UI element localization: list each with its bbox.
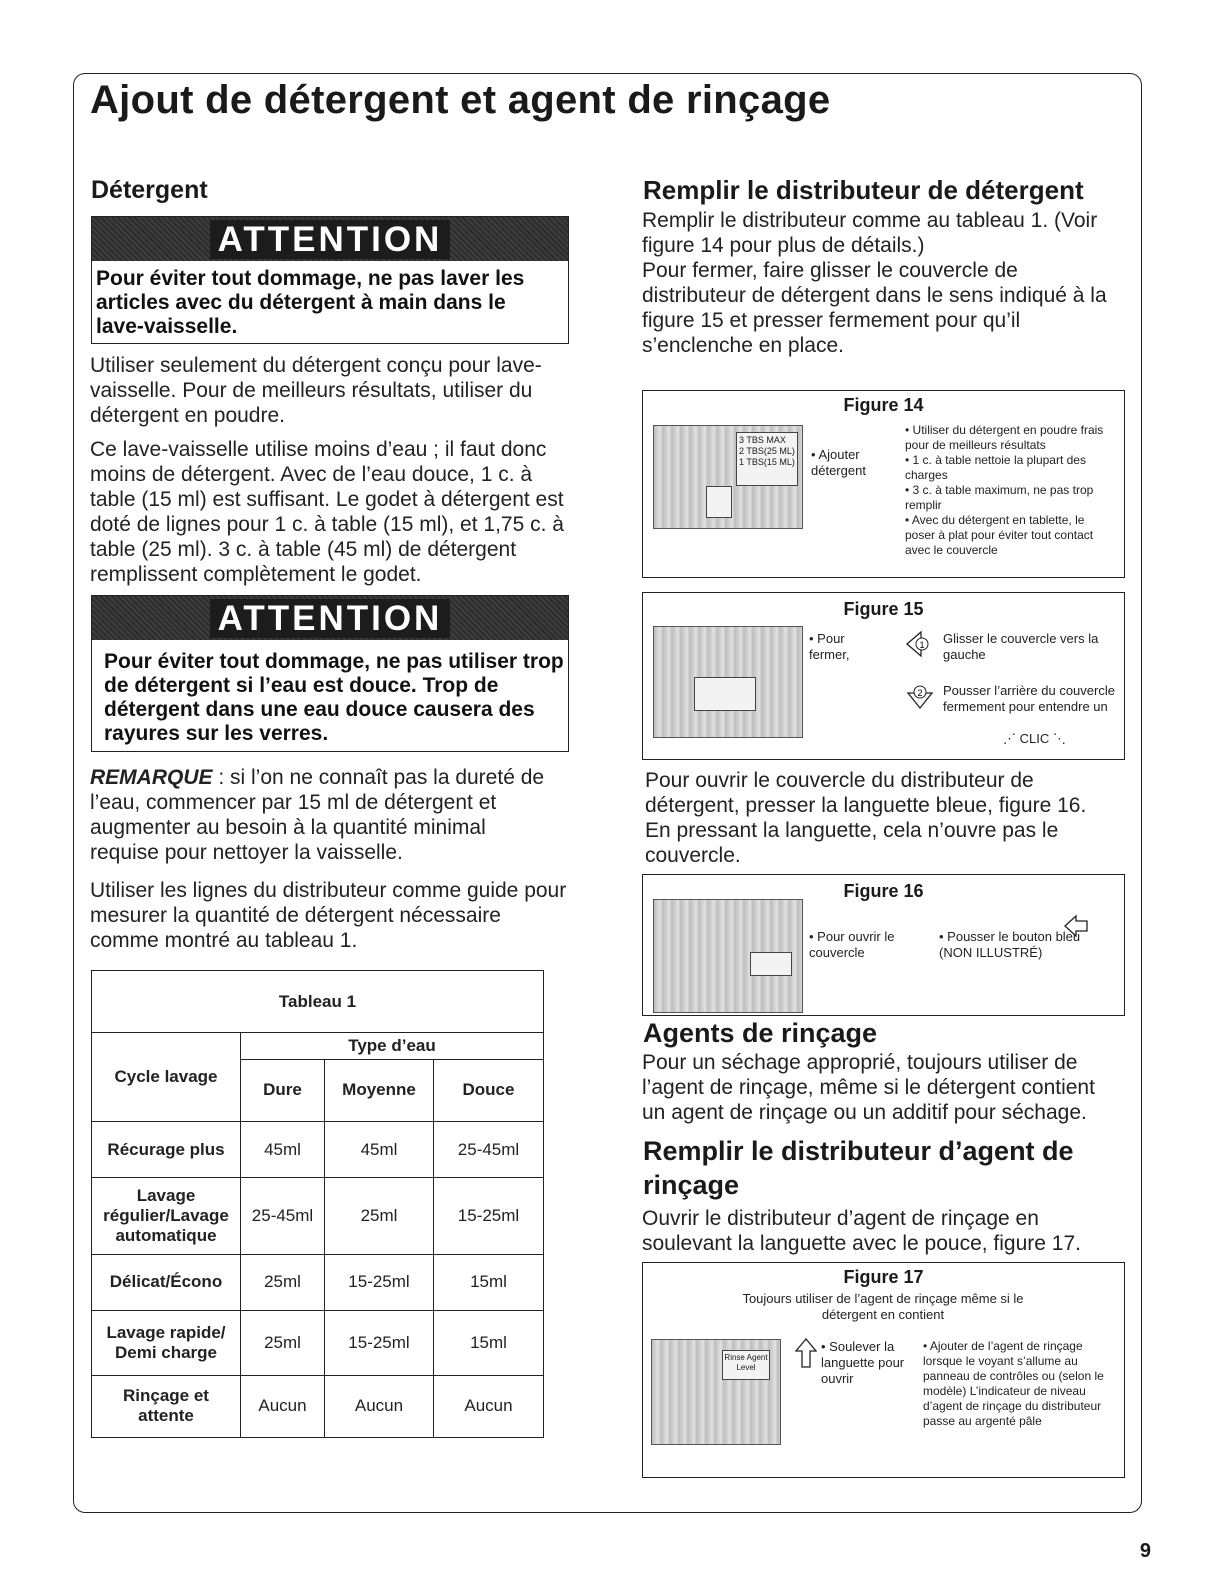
page-number: 9 <box>1139 1540 1151 1562</box>
table-cell: 45ml <box>241 1121 325 1177</box>
table-col-dure: Dure <box>241 1059 325 1121</box>
warning-box-1 <box>91 216 569 344</box>
figure-16-callout-2: • Pousser le bouton bleu (NON ILLUSTRÉ) <box>939 929 1081 960</box>
step-1-icon <box>905 629 935 659</box>
table-cell: 45ml <box>325 1121 434 1177</box>
rinse-agents-para: Pour un séchage approprié, toujours utiliser de l’agent de rinçage, même si le détergent contient un agent de rinçage ou un additif pour séchage. <box>642 1051 1095 1124</box>
arrow-left-icon <box>1063 913 1089 939</box>
figure-17-callout-1: • Soulever la languette pour ouvrir <box>821 1339 905 1386</box>
detergent-para-2: Ce lave-vaisselle utilise moins d’eau ; il faut donc moins de détergent. Avec de l’eau douce, 1 c. à table (15 ml) est suffisant. Le godet à détergent est doté de lignes pour 1 c. à table (15 ml), et 1,75 c. à table (25 ml). 3 c. à table (45 ml) de détergent remplissent complètement le godet. <box>90 438 564 586</box>
figure-14-callout: • Ajouter détergent <box>811 447 866 478</box>
figure-17-subtitle: Toujours utiliser de l’agent de rinçage même si le détergent en contient <box>742 1291 1024 1322</box>
figure-16 <box>642 874 1125 1016</box>
warning-box-2 <box>91 595 569 752</box>
figure-17-callout-2: • Ajouter de l’agent de rinçage lorsque le voyant s’allume au panneau de contrôles ou (selon le modèle) L’indicateur de niveau d’agent de rinçage du distributeur passe au argenté pâle <box>923 1339 1104 1428</box>
clic-label <box>1003 731 1066 747</box>
figure-14-note: • 1 c. à table nettoie la plupart des charges <box>905 453 1086 482</box>
table-col-cycle: Cycle lavage <box>92 1033 241 1122</box>
cup-line-1tbs: 1 TBS(15 ML) <box>739 457 795 467</box>
figure-14-note: • 3 c. à table maximum, ne pas trop remplir <box>905 483 1094 512</box>
figure-15-title: Figure 15 <box>843 599 924 619</box>
page-title: Ajout de détergent et agent de rinçage <box>90 78 831 122</box>
detergent-cup <box>706 486 732 518</box>
detergent-heading: Détergent <box>91 176 208 204</box>
table-cell-cycle: Rinçage et attente <box>92 1375 241 1437</box>
figure-16-callout-1: • Pour ouvrir le couvercle <box>809 929 895 960</box>
figure-15 <box>642 592 1125 760</box>
table-group-header: Type d’eau <box>241 1033 544 1059</box>
table-cell: 25ml <box>325 1178 434 1254</box>
warning-label-1: ATTENTION <box>210 220 451 259</box>
rinse-level-indicator: Rinse Agent Level <box>722 1350 770 1380</box>
figure-16-image <box>653 899 803 1013</box>
detergent-para-1: Utiliser seulement du détergent conçu pour lave-vaisselle. Pour de meilleurs résultats, utiliser du détergent en poudre. <box>90 354 542 427</box>
warning-banner-2 <box>92 596 568 640</box>
table-cell: 25-45ml <box>434 1121 544 1177</box>
dispenser-cup <box>736 432 798 486</box>
figure-14-title: Figure 14 <box>843 395 924 415</box>
warning-banner-1 <box>92 217 568 261</box>
table-cell-cycle: Récurage plus <box>92 1121 241 1177</box>
table-cell: 25-45ml <box>241 1178 325 1254</box>
figure-15-step-2: Pousser l’arrière du couvercle fermement pour entendre un <box>943 683 1115 714</box>
table-cell: 15-25ml <box>434 1178 544 1254</box>
table-cell-cycle: Lavage régulier/Lavage automatique <box>92 1178 241 1254</box>
figure-14-note: • Utiliser du détergent en poudre frais pour de meilleurs résultats <box>905 423 1104 452</box>
figure-17 <box>642 1262 1125 1478</box>
table-row <box>92 1178 544 1254</box>
warning-text-1: Pour éviter tout dommage, ne pas laver les articles avec du détergent à main dans le lave-vaisselle. <box>96 267 525 338</box>
table-cell: 25ml <box>241 1311 325 1375</box>
dispenser-latch <box>750 952 792 976</box>
warning-label-2: ATTENTION <box>210 599 451 638</box>
table-cell: 25ml <box>241 1254 325 1310</box>
table-col-moyenne: Moyenne <box>325 1059 434 1121</box>
fill-rinse-para: Ouvrir le distributeur d’agent de rinçage en soulevant la languette avec le pouce, figure 17. <box>642 1207 1081 1255</box>
table-cell: 15ml <box>434 1254 544 1310</box>
figure-15-image <box>653 626 803 738</box>
clic-text: CLIC <box>1019 731 1050 746</box>
table-cell: Aucun <box>325 1375 434 1437</box>
table-row <box>92 1121 544 1177</box>
arrow-up-icon <box>795 1337 817 1369</box>
dispenser-cover <box>694 677 756 711</box>
figure-16-title: Figure 16 <box>843 881 924 901</box>
table-cell-cycle: Lavage rapide/ Demi charge <box>92 1311 241 1375</box>
fill-detergent-para-1: Remplir le distributeur comme au tableau 1. (Voir figure 14 pour plus de détails.) <box>642 209 1098 257</box>
remark-para <box>90 765 560 865</box>
table-1 <box>91 970 544 1438</box>
remark-label: REMARQUE <box>90 766 213 789</box>
figure-15-step-1: Glisser le couvercle vers la gauche <box>943 631 1099 662</box>
step-2-number: 2 <box>917 688 923 698</box>
fill-rinse-heading: Remplir le distributeur d’agent de rinçage <box>643 1136 1074 1200</box>
table-row <box>92 1254 544 1310</box>
figure-14-image <box>653 425 803 529</box>
step-2-icon <box>905 681 935 711</box>
figure-14 <box>642 390 1125 578</box>
table-cell: 15-25ml <box>325 1254 434 1310</box>
table-cell: 15-25ml <box>325 1311 434 1375</box>
clic-right-mark: ⋱ <box>1049 731 1066 746</box>
warning-text-2: Pour éviter tout dommage, ne pas utiliser trop de détergent si l’eau est douce. Trop de détergent dans une eau douce causera des rayures sur les verres. <box>104 650 564 745</box>
fill-detergent-heading: Remplir le distributeur de détergent <box>643 175 1084 205</box>
figure-14-notes <box>905 423 1115 558</box>
open-cover-para: Pour ouvrir le couvercle du distributeur de détergent, presser la languette bleue, figure 16. En pressant la languette, cela n’ouvre pas le couvercle. <box>645 769 1087 867</box>
clic-left-mark: ⋰ <box>1003 731 1020 746</box>
table-col-douce: Douce <box>434 1059 544 1121</box>
table-cell-cycle: Délicat/Écono <box>92 1254 241 1310</box>
remark-text: : si l’on ne connaît pas la dureté de l’eau, commencer par 15 ml de détergent et augmenter au besoin à la quantité minimal requise pour nettoyer la vaisselle. <box>90 766 545 864</box>
cup-line-3tbs: 3 TBS MAX <box>739 435 786 445</box>
step-1-number: 1 <box>919 640 925 650</box>
table-cell: Aucun <box>434 1375 544 1437</box>
figure-15-callout: • Pour fermer, <box>809 631 850 662</box>
detergent-para-3: Utiliser les lignes du distributeur comme guide pour mesurer la quantité de détergent nécessaire comme montré au tableau 1. <box>90 879 567 952</box>
figure-17-image <box>651 1339 781 1445</box>
table-row <box>92 1311 544 1375</box>
table-row <box>92 1375 544 1437</box>
figure-14-note: • Avec du détergent en tablette, le poser à plat pour éviter tout contact avec le couvercle <box>905 513 1094 557</box>
rinse-agents-heading: Agents de rinçage <box>643 1018 878 1048</box>
fill-detergent-para-2: Pour fermer, faire glisser le couvercle de distributeur de détergent dans le sens indiqué à la figure 15 et presser fermement pour qu’il s’enclenche en place. <box>642 259 1107 357</box>
table-title: Tableau 1 <box>92 971 544 1033</box>
table-cell: 15ml <box>434 1311 544 1375</box>
table-cell: Aucun <box>241 1375 325 1437</box>
figure-17-title: Figure 17 <box>843 1267 924 1287</box>
cup-line-2tbs: 2 TBS(25 ML) <box>739 446 795 456</box>
